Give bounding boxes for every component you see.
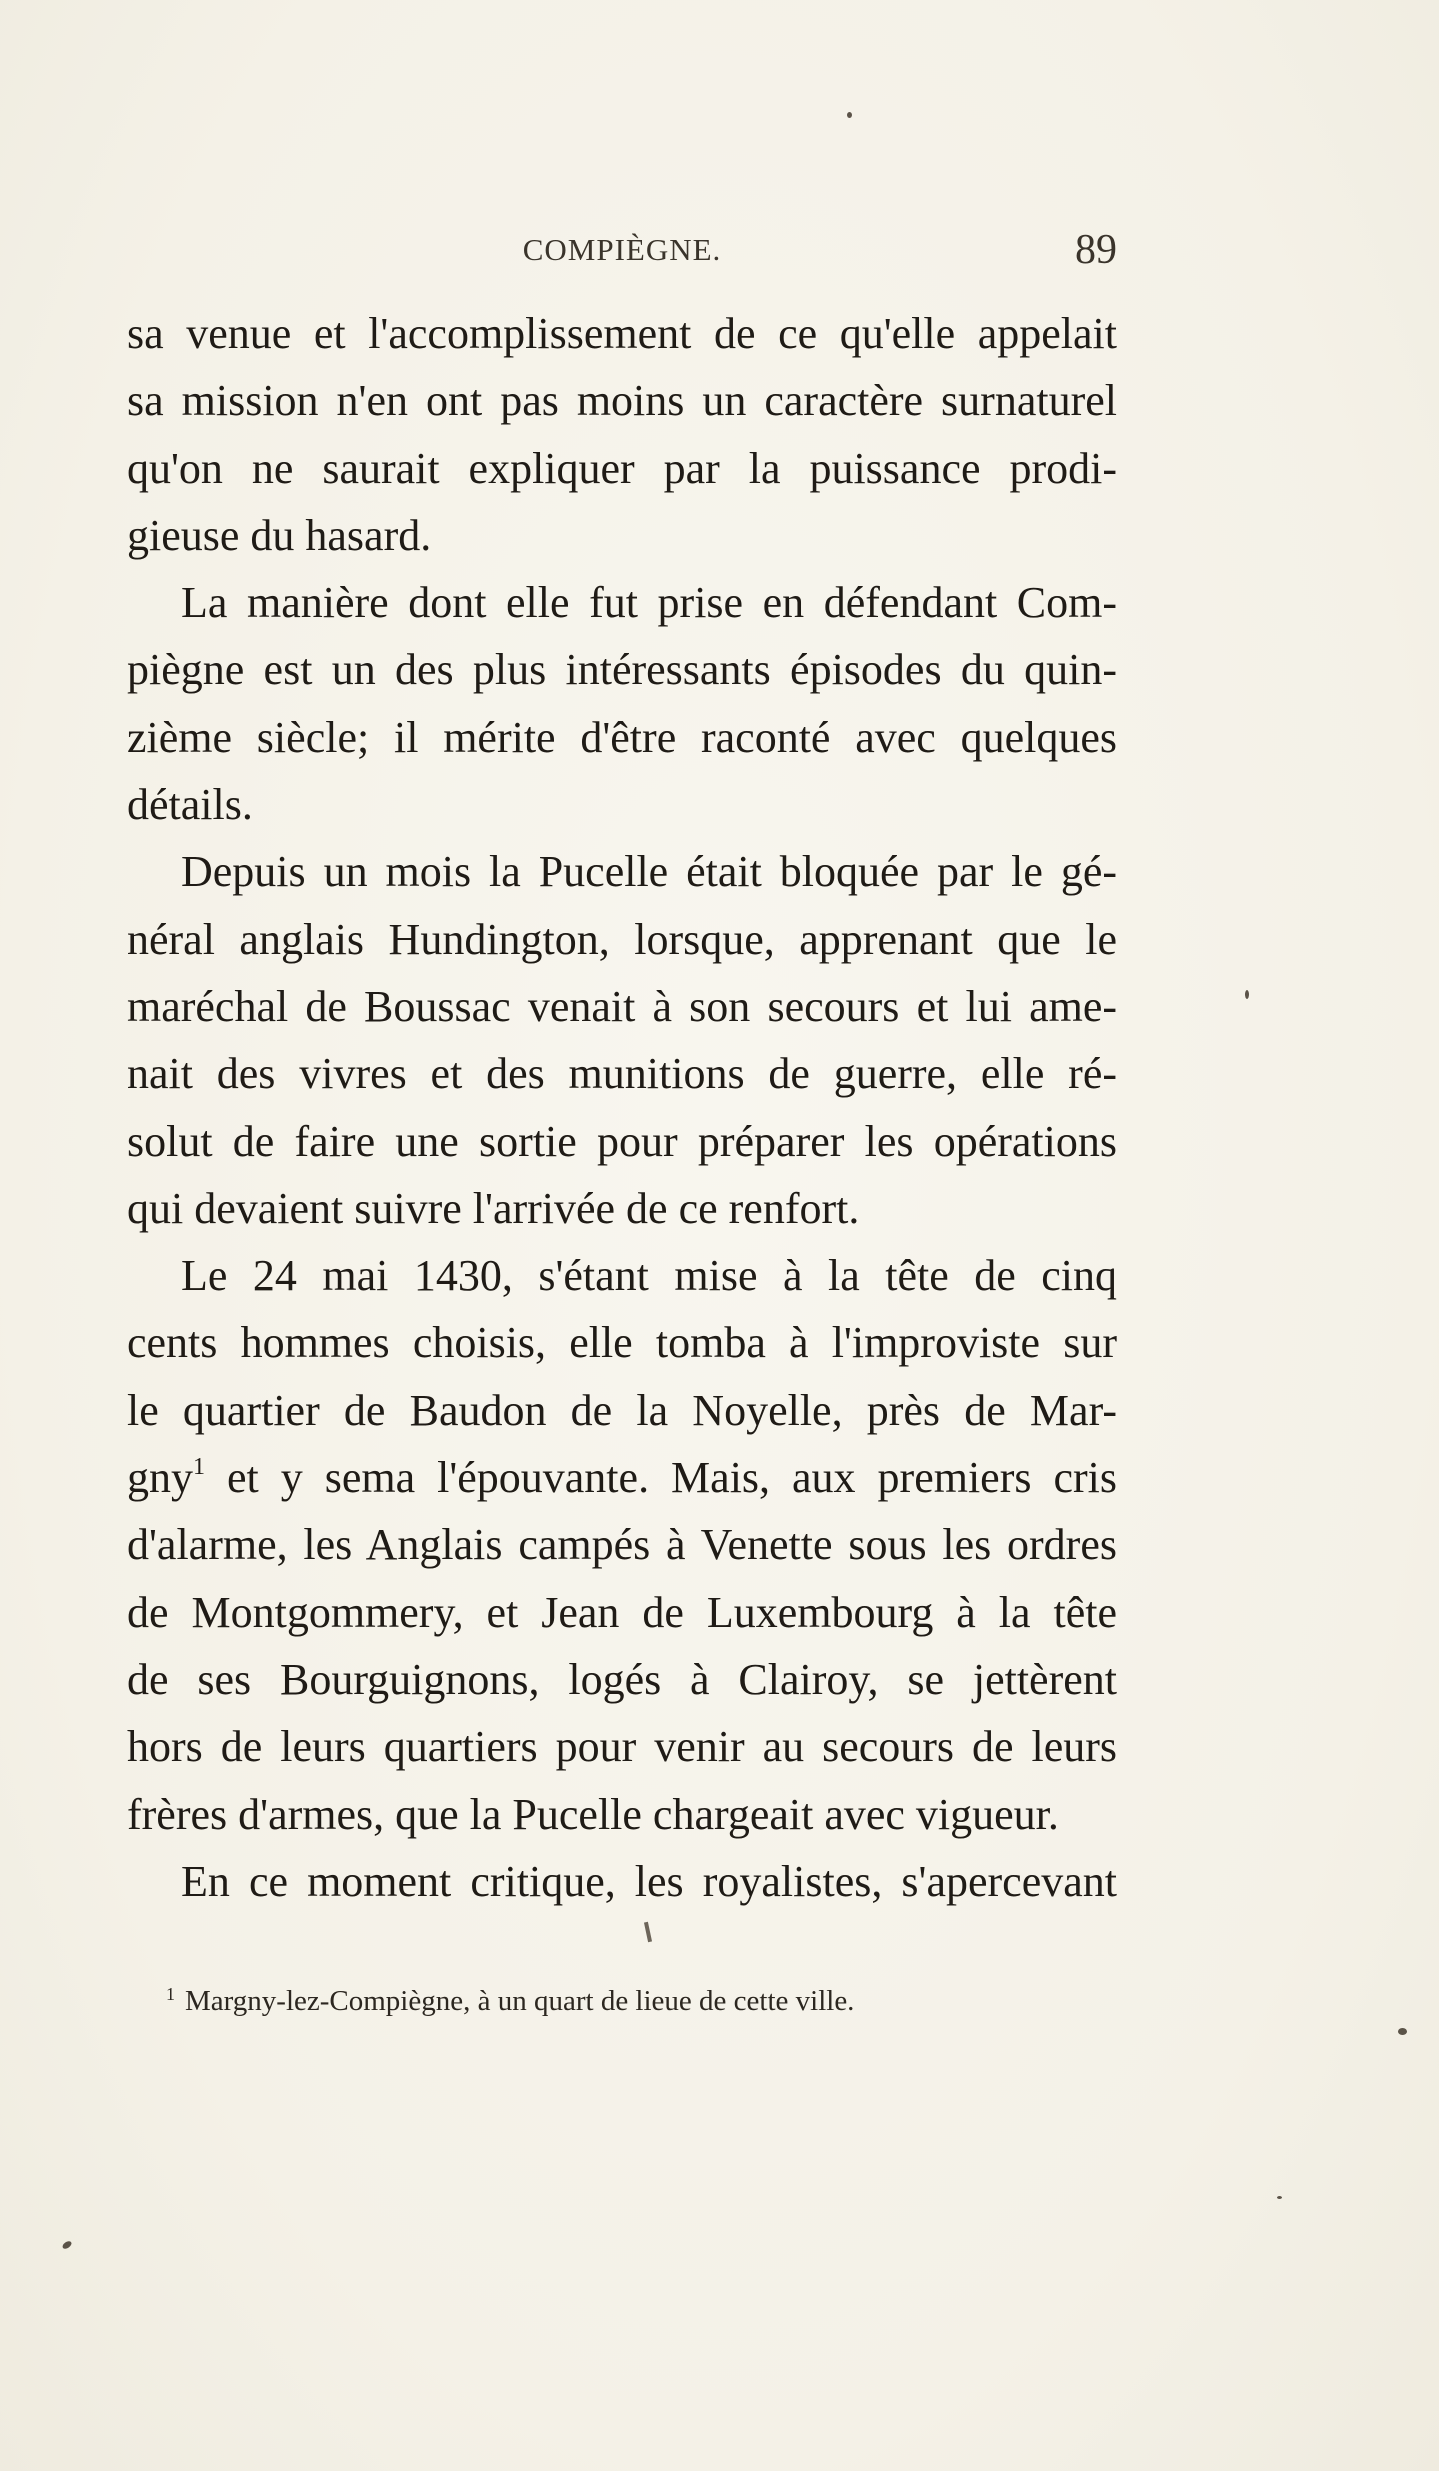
text-line: La manière dont elle fut prise en défendant Com- xyxy=(181,578,1117,628)
text-line: maréchal de Boussac venait à son secours et lui ame- xyxy=(127,981,1117,1031)
text-line: hors de leurs quartiers pour venir au secours de leurs xyxy=(127,1722,1117,1772)
text-fragment: et y sema l'épouvante. Mais, aux premiers cris xyxy=(205,1453,1117,1503)
text-line: sa venue et l'accomplissement de ce qu'elle appelait xyxy=(127,309,1117,358)
text-line: qui devaient suivre l'arrivée de ce renfort. xyxy=(127,1183,860,1233)
paper-speck xyxy=(847,112,852,118)
text-line: piègne est un des plus intéressants épisodes du quin- xyxy=(127,645,1117,695)
footnote-reference[interactable]: 1 xyxy=(193,1454,205,1481)
text-line: cents hommes choisis, elle tomba à l'improviste sur xyxy=(127,1318,1117,1368)
paper-speck xyxy=(1277,2196,1282,2199)
text-line: d'alarme, les Anglais campés à Venette sous les ordres xyxy=(127,1520,1117,1570)
text-line: gieuse du hasard. xyxy=(127,510,432,560)
text-line: détails. xyxy=(127,780,253,830)
text-line-with-footnote-ref xyxy=(127,1444,1117,1511)
text-line: de Montgommery, et Jean de Luxembourg à la tête xyxy=(127,1587,1117,1637)
text-line: qu'on ne saurait expliquer par la puissance prodi- xyxy=(127,443,1117,493)
page-number: 89 xyxy=(1075,227,1117,273)
body-text xyxy=(127,300,1117,1915)
paragraph-1 xyxy=(127,300,1117,569)
paragraph-3 xyxy=(127,838,1117,1242)
paragraph-4 xyxy=(127,1242,1117,1848)
footnote-text: Margny-lez-Compiègne, à un quart de lieue de cette ville. xyxy=(185,1985,855,2017)
running-head-title: COMPIÈGNE. xyxy=(522,232,722,267)
footnote xyxy=(166,1984,854,2018)
text-line: Depuis un mois la Pucelle était bloquée par le gé- xyxy=(181,847,1117,897)
text-line: solut de faire une sortie pour préparer les opérations xyxy=(127,1116,1117,1166)
paragraph-5 xyxy=(127,1848,1117,1915)
text-line: En ce moment critique, les royalistes, s'apercevant xyxy=(181,1856,1117,1906)
text-fragment: gny xyxy=(127,1453,193,1503)
footnote-marker: 1 xyxy=(166,1984,175,2004)
text-line: sa mission n'en ont pas moins un caractère surnaturel xyxy=(127,376,1117,426)
text-line: néral anglais Hundington, lorsque, apprenant que le xyxy=(127,914,1117,964)
running-head xyxy=(127,227,1117,292)
text-line: frères d'armes, que la Pucelle chargeait avec vigueur. xyxy=(127,1789,1059,1839)
paper-speck xyxy=(1398,2028,1407,2035)
paper-speck xyxy=(1245,990,1249,999)
paper-speck xyxy=(61,2240,73,2251)
paragraph-2 xyxy=(127,569,1117,838)
text-line: zième siècle; il mérite d'être raconté avec quelques xyxy=(127,712,1117,762)
text-line: Le 24 mai 1430, s'étant mise à la tête de cinq xyxy=(181,1251,1117,1301)
text-line: nait des vivres et des munitions de guerre, elle ré- xyxy=(127,1049,1117,1099)
text-line: le quartier de Baudon de la Noyelle, près de Mar- xyxy=(127,1385,1117,1435)
footnote-mark xyxy=(644,1922,652,1942)
text-line: de ses Bourguignons, logés à Clairoy, se jettèrent xyxy=(127,1654,1117,1704)
